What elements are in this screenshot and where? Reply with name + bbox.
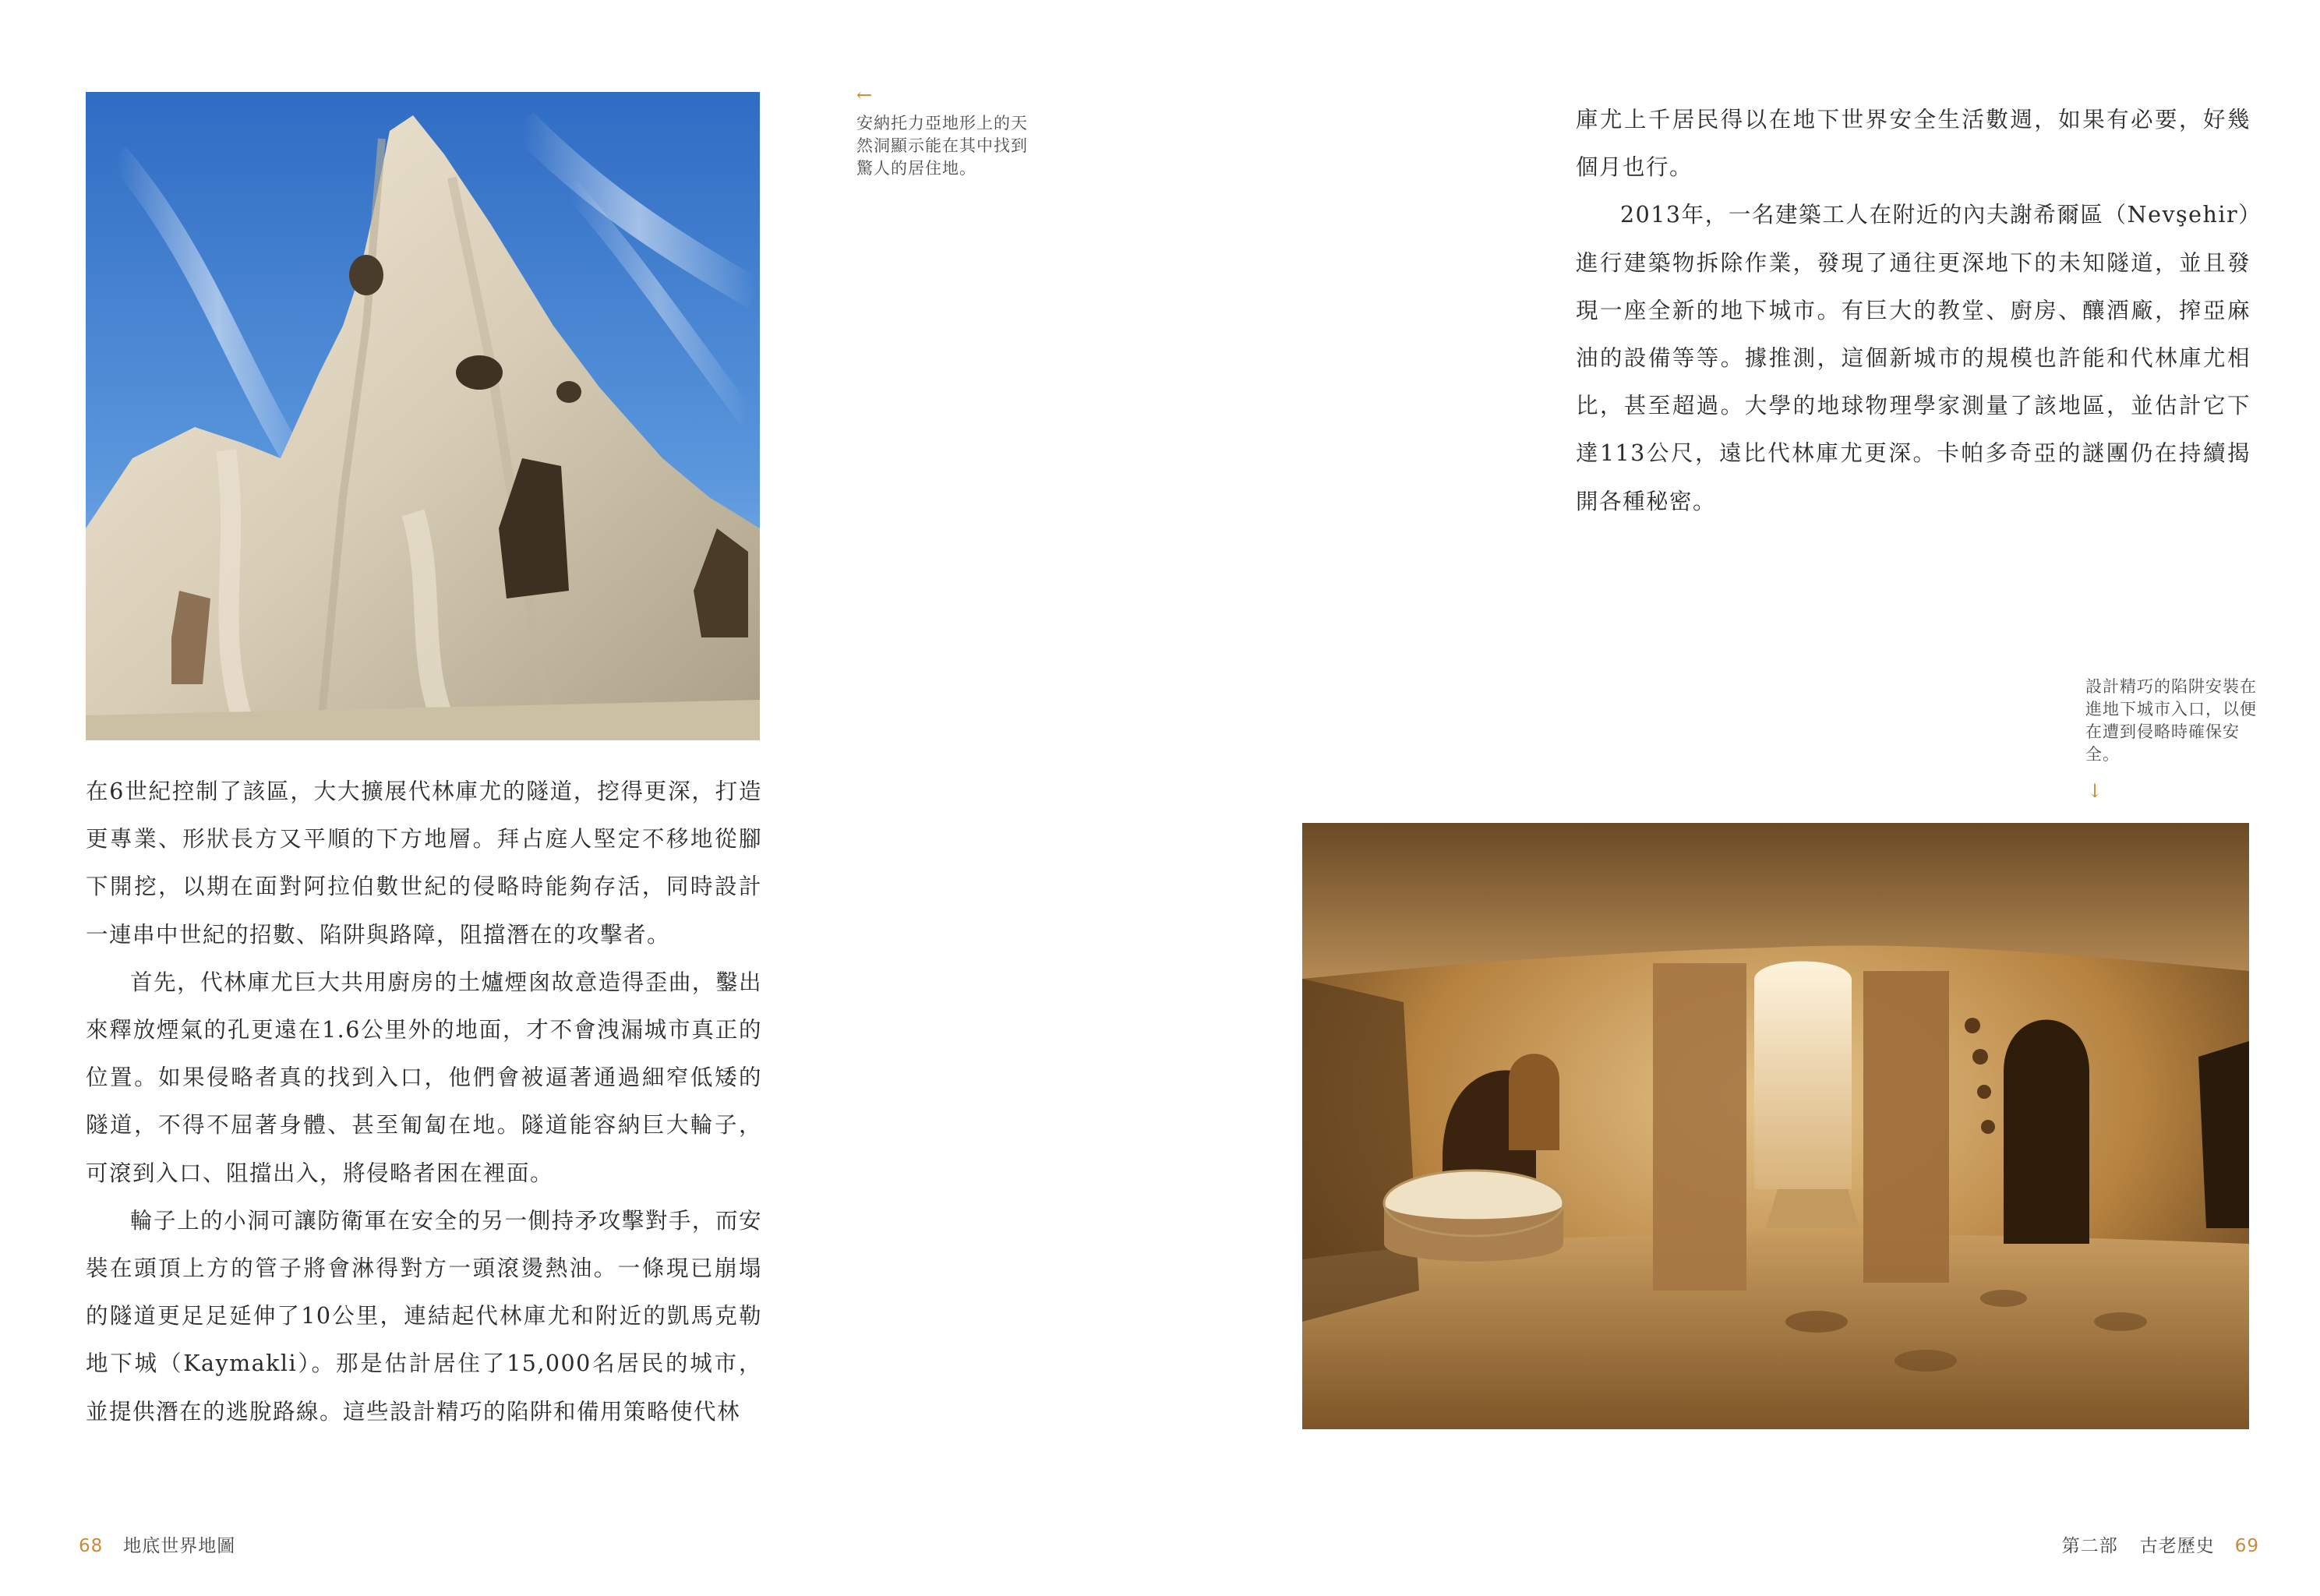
paragraph: 2013年，一名建築工人在附近的內夫謝希爾區（Nevşehir）進行建築物拆除作業，發現了通往更深地下的未知隧道，並且發現一座全新的地下城市。有巨大的教堂、廚房、釀酒廠，搾亞麻油的設備等等。據推測，這個新城市的規模也許能和代林庫尤相比，甚至超過。大學的地球物理學家測量了該地區，並估計它下達113公尺，遠比代林庫尤更深。卡帕多奇亞的謎團仍在持續揭開各種秘密。 bbox=[1576, 202, 2251, 514]
footer-right bbox=[2062, 1531, 2259, 1557]
part-label: 第二部 bbox=[2061, 1536, 2118, 1556]
caption-arrow-left: ← bbox=[856, 84, 873, 106]
rock-formation-photo bbox=[86, 92, 760, 740]
right-page-body bbox=[1576, 96, 2251, 525]
paragraph: 首先，代林庫尤巨大共用廚房的土爐煙囪故意造得歪曲，鑿出來釋放煙氣的孔更遠在1.6公里外的地面，才不會洩漏城市真正的位置。如果侵略者真的找到入口，他們會被逼著通過細窄低矮的隧道，不得不屈著身體、甚至匍匐在地。隧道能容納巨大輪子，可滾到入口、阻擋出入，將侵略者困在裡面。 bbox=[86, 969, 762, 1186]
footer-left bbox=[79, 1531, 235, 1557]
page-number: 69 bbox=[2234, 1536, 2259, 1556]
photo-caption-rock: 安納托力亞地形上的天然洞顯示能在其中找到驚人的居住地。 bbox=[856, 114, 1028, 178]
paragraph: 輪子上的小洞可讓防衛軍在安全的另一側持矛攻擊對手，而安裝在頭頂上方的管子將會淋得對方一頭滾燙熱油。一條現已崩塌的隧道更足足延伸了10公里，連結起代林庫尤和附近的凱馬克勒地下城（Kaymakli）。那是估計居住了15,000名居民的城市，並提供潛在的逃脫路線。這些設計精巧的陷阱和備用策略使代林 bbox=[86, 1207, 762, 1425]
paragraph: 庫尤上千居民得以在地下世界安全生活數週，如果有必要，好幾個月也行。 bbox=[1576, 107, 2251, 181]
page-number: 68 bbox=[79, 1536, 104, 1556]
photo-caption-tunnel: 設計精巧的陷阱安裝在進地下城市入口，以便在遭到侵略時確保安全。 bbox=[2085, 677, 2257, 764]
book-title: 地底世界地圖 bbox=[123, 1536, 236, 1556]
caption-arrow-down: ↓ bbox=[2087, 780, 2103, 802]
underground-city-photo bbox=[1302, 823, 2249, 1429]
section-label: 古老歷史 bbox=[2139, 1536, 2215, 1556]
left-page-body bbox=[86, 768, 762, 1435]
paragraph: 在6世紀控制了該區，大大擴展代林庫尤的隧道，挖得更深，打造更專業、形狀長方又平順的下方地層。拜占庭人堅定不移地從腳下開挖，以期在面對阿拉伯數世紀的侵略時能夠存活，同時設計一連串中世紀的招數、陷阱與路障，阻擋潛在的攻擊者。 bbox=[86, 779, 762, 948]
